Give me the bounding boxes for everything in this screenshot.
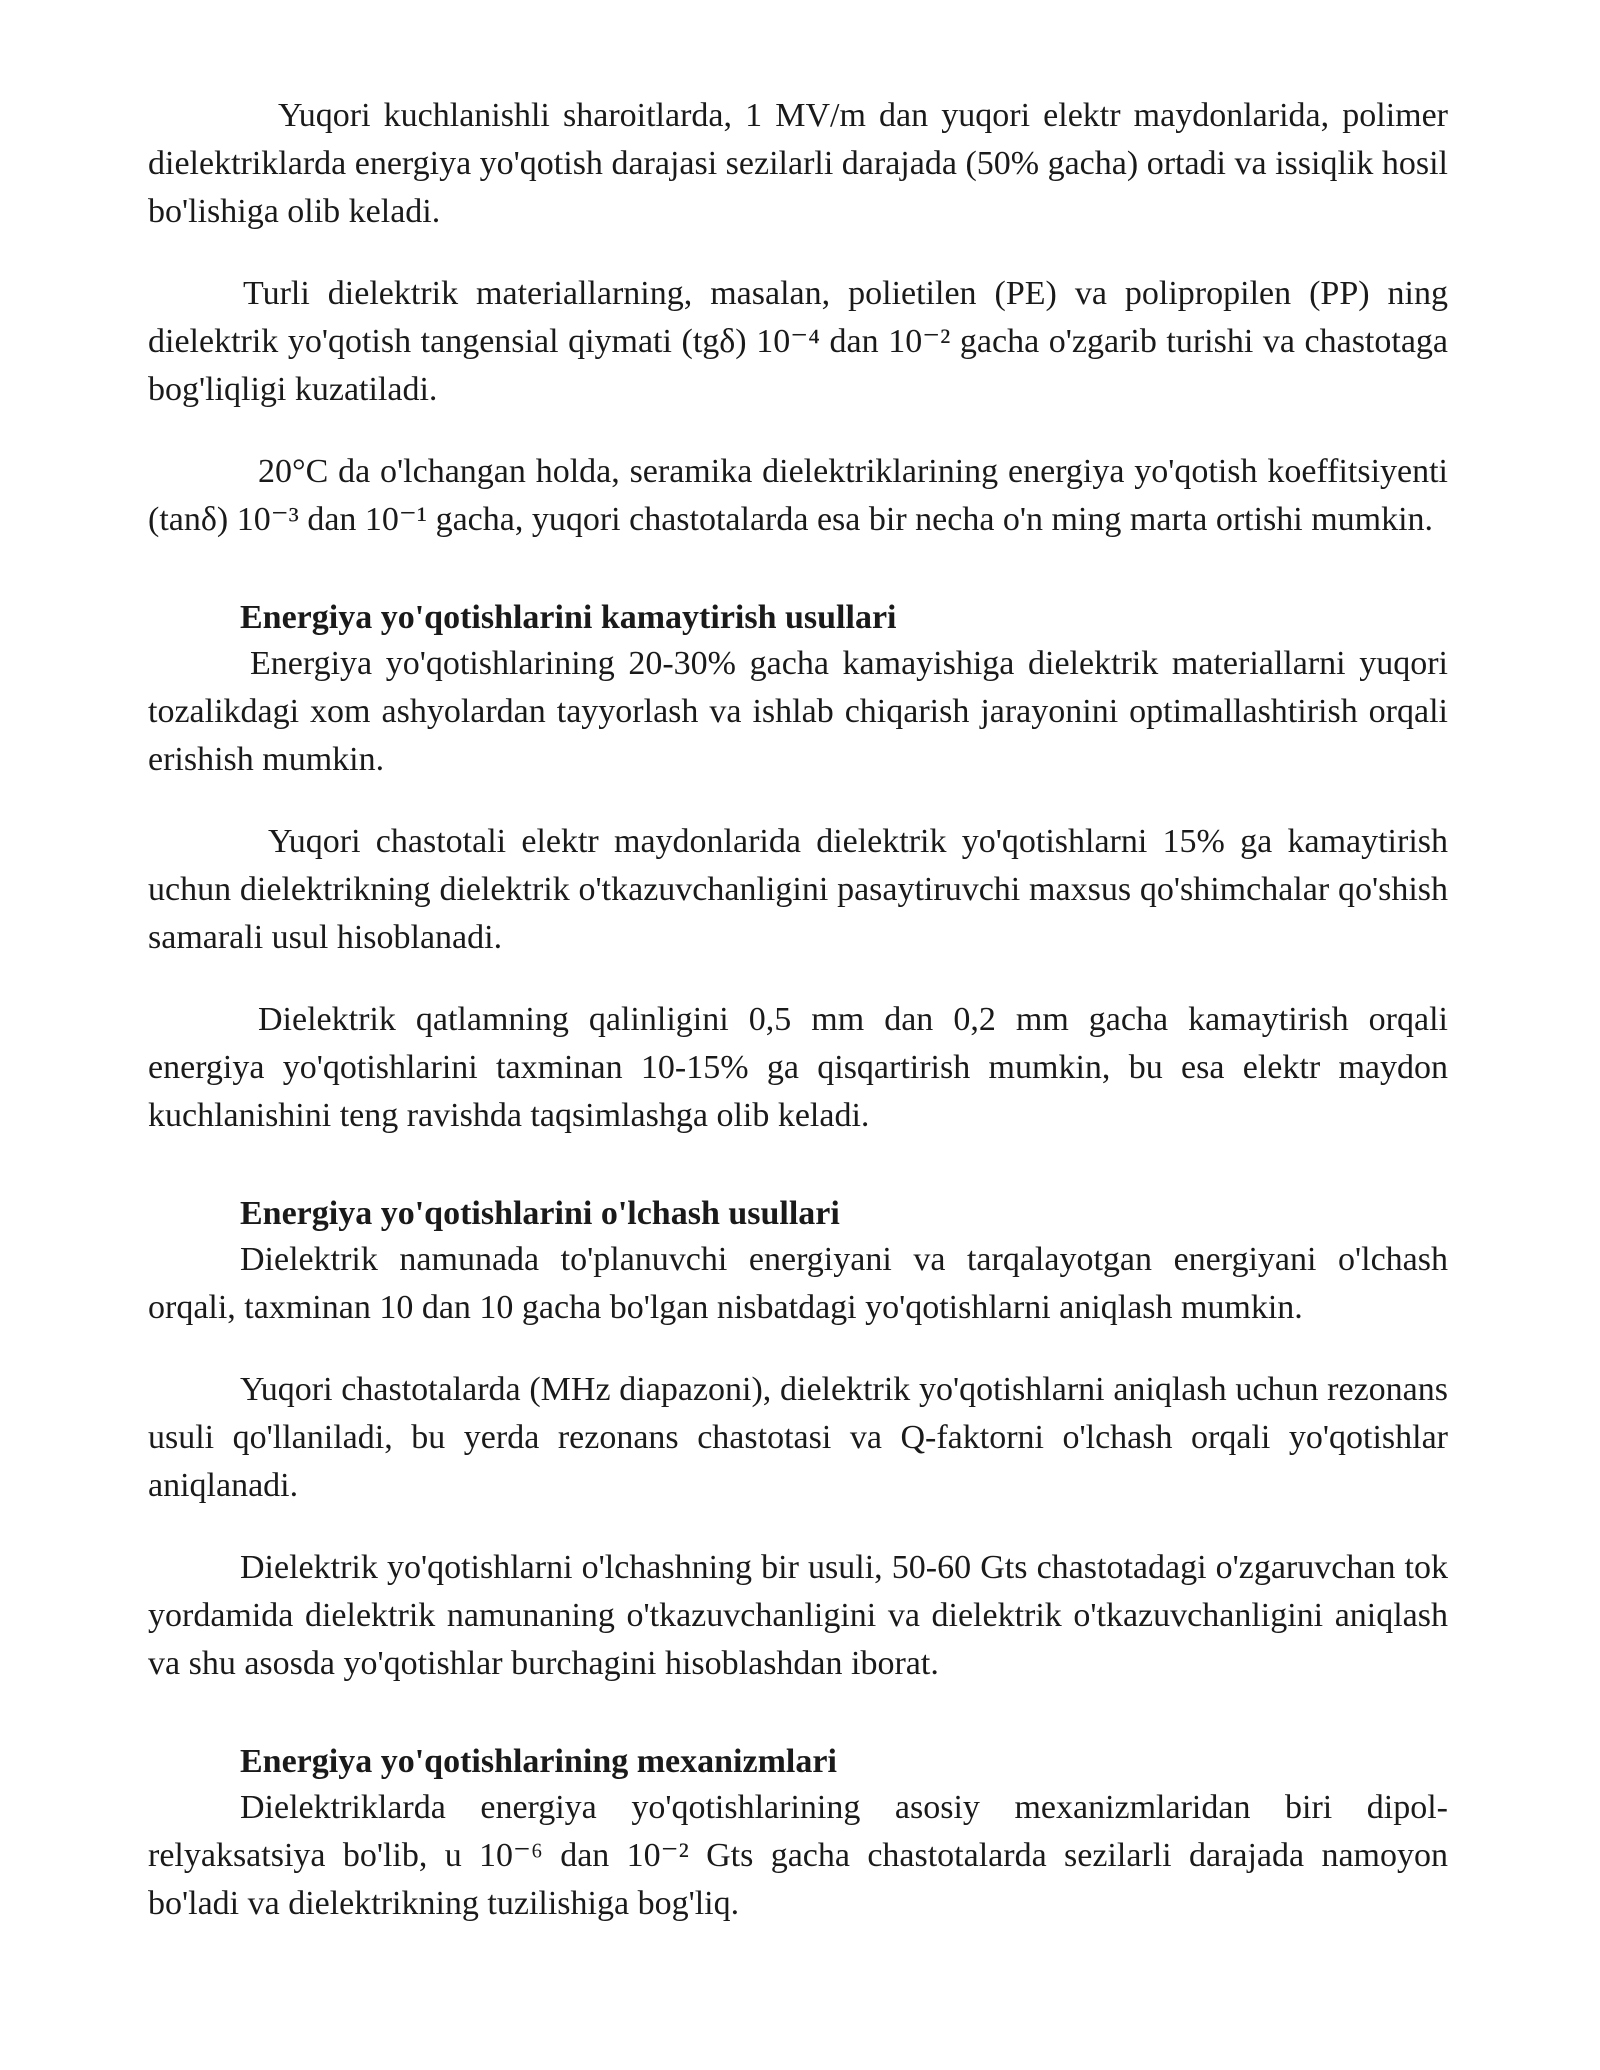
paragraph-tangent-delta-polymers: Turli dielektrik materiallarning, masalan, polietilen (PE) va polipropilen (PP) ning dielektrik yo'qotish tangensial qiymati (tgδ) 10⁻⁴ dan 10⁻² gacha o'zgarib turishi va chastotaga bog'liqligi kuzatiladi. bbox=[148, 275, 1448, 408]
section-reduction-methods bbox=[148, 596, 1448, 1140]
document-page bbox=[148, 92, 1448, 1962]
paragraph-ac-method: Dielektrik yo'qotishlarni o'lchashning bir usuli, 50-60 Gts chastotadagi o'zgaruvchan tok yordamida dielektrik namunaning o'tkazuvchanligini va dielektrik o'tkazuvchanligini aniqlash va shu asosda yo'qotishlar burchagini hisoblashdan iborat. bbox=[148, 1549, 1448, 1682]
section-heading: Energiya yo'qotishlarining mexanizmlari bbox=[240, 1743, 837, 1780]
section-measurement-methods bbox=[148, 1192, 1448, 1688]
paragraph-energy-ratio: Dielektrik namunada to'planuvchi energiyani va tarqalayotgan energiyani o'lchash orqali, taxminan 10 dan 10 gacha bo'lgan nisbatdagi yo'qotishlarni aniqlash mumkin. bbox=[148, 1241, 1448, 1326]
paragraph-resonance-method: Yuqori chastotalarda (MHz diapazoni), dielektrik yo'qotishlarni aniqlash uchun rezonans usuli qo'llaniladi, bu yerda rezonans chastotasi va Q-faktorni o'lchash orqali yo'qotishlar aniqlanadi. bbox=[148, 1371, 1448, 1504]
paragraph-layer-thickness: Dielektrik qatlamning qalinligini 0,5 mm dan 0,2 mm gacha kamaytirish orqali energiya yo'qotishlarini taxminan 10-15% ga qisqartirish mumkin, bu esa elektr maydon kuchlanishini teng ravishda taqsimlashga olib keladi. bbox=[148, 1001, 1448, 1134]
paragraph-dipole-relaxation: Dielektriklarda energiya yo'qotishlarining asosiy mexanizmlaridan biri dipol-relyaksatsiya bo'lib, u 10⁻⁶ dan 10⁻² Gts gacha chastotalarda sezilarli darajada namoyon bo'ladi va dielektrikning tuzilishiga bog'liq. bbox=[148, 1789, 1448, 1922]
section-heading: Energiya yo'qotishlarini kamaytirish usullari bbox=[240, 599, 897, 636]
section-loss-mechanisms bbox=[148, 1740, 1448, 1928]
paragraph-additives: Yuqori chastotali elektr maydonlarida dielektrik yo'qotishlarni 15% ga kamaytirish uchun dielektrikning dielektrik o'tkazuvchanligini pasaytiruvchi maxsus qo'shimchalar qo'shish samarali usul hisoblanadi. bbox=[148, 823, 1448, 956]
paragraph-high-voltage-losses: Yuqori kuchlanishli sharoitlarda, 1 MV/m dan yuqori elektr maydonlarida, polimer dielektriklarda energiya yo'qotish darajasi sezilarli darajada (50% gacha) ortadi va issiqlik hosil bo'lishiga olib keladi. bbox=[148, 97, 1448, 230]
section-heading: Energiya yo'qotishlarini o'lchash usullari bbox=[240, 1195, 840, 1232]
paragraph-purity-materials: Energiya yo'qotishlarining 20-30% gacha kamayishiga dielektrik materiallarni yuqori tozalikdagi xom ashyolardan tayyorlash va ishlab chiqarish jarayonini optimallashtirish orqali erishish mumkin. bbox=[148, 645, 1448, 778]
paragraph-ceramic-loss-coefficient: 20°C da o'lchangan holda, seramika dielektriklarining energiya yo'qotish koeffitsiyenti (tanδ) 10⁻³ dan 10⁻¹ gacha, yuqori chastotalarda esa bir necha o'n ming marta ortishi mumkin. bbox=[148, 453, 1448, 538]
